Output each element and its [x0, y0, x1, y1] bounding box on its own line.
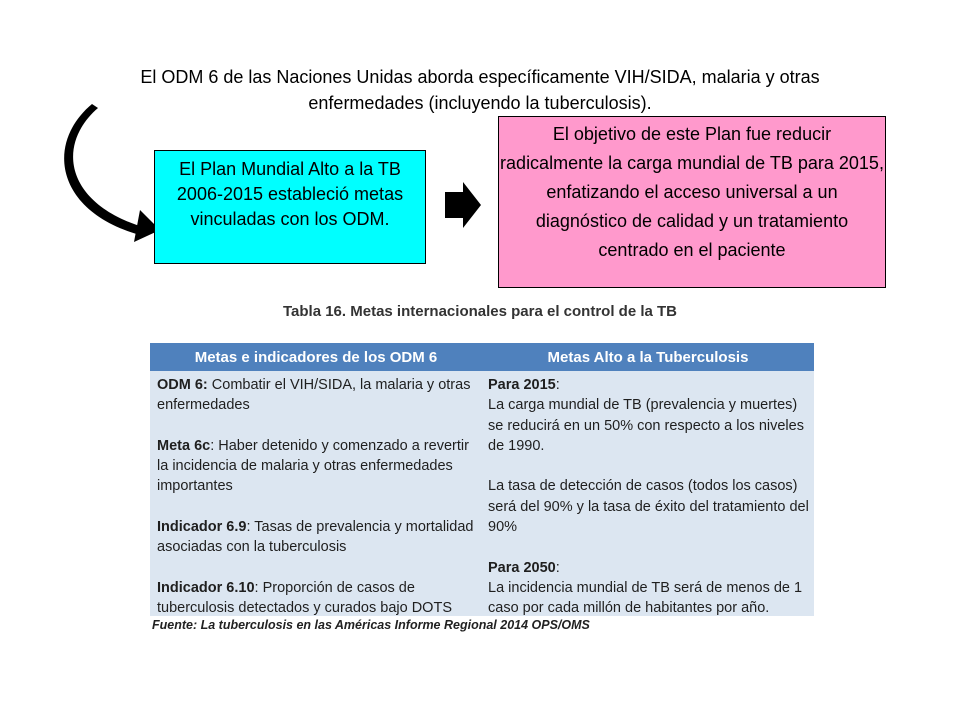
heading-line-2: enfermedades (incluyendo la tuberculosis). — [308, 93, 652, 113]
right-arrow-icon — [443, 180, 483, 230]
heading — [40, 64, 920, 116]
cell-text: La tasa de detección de casos (todos los casos) será del 90% y la tasa de éxito del tratamiento del 90% — [488, 478, 809, 536]
plan-mundial-box: El Plan Mundial Alto a la TB 2006-2015 estableció metas vinculadas con los ODM. — [154, 150, 426, 264]
curved-arrow-icon — [56, 104, 166, 244]
cell-text: : La incidencia mundial de TB será de menos de 1 caso por cada millón de habitantes por año. — [488, 559, 803, 617]
cell-bold-label: Para 2015 — [488, 377, 556, 393]
table-cell-paragraph — [157, 375, 482, 416]
odm-column — [150, 371, 482, 619]
cell-bold-label: Para 2050 — [488, 559, 556, 576]
table-cell-paragraph — [157, 436, 482, 497]
cell-bold-label: ODM 6: — [157, 377, 208, 393]
heading-line-1: El ODM 6 de las Naciones Unidas aborda específicamente VIH/SIDA, malaria y otras — [140, 67, 820, 87]
cell-bold-label: Indicador 6.10 — [157, 579, 255, 596]
cell-bold-label: Meta 6c — [157, 437, 211, 454]
metas-table — [150, 343, 814, 616]
cell-text: : La carga mundial de TB (prevalencia y muertes) se reducirá en un 50% con respecto a los niveles de 1990. — [488, 377, 804, 454]
table-header — [150, 343, 814, 371]
cell-text: : Tasas de prevalencia y mortalidad asociadas con la tuberculosis — [157, 519, 474, 556]
cell-text: : Haber detenido y comenzado a revertir la incidencia de malaria y otras enfermedades importantes — [157, 437, 469, 495]
alto-tb-column — [482, 371, 814, 619]
table-cell-paragraph — [157, 578, 482, 619]
table-cell-paragraph — [488, 476, 814, 537]
cell-text: : Proporción de casos de tuberculosis detectados y curados bajo DOTS — [157, 579, 452, 617]
table-title: Tabla 16. Metas internacionales para el control de la TB — [282, 303, 677, 320]
cell-text: Combatir el VIH/SIDA, la malaria y otras enfermedades — [157, 377, 471, 414]
table-cell-paragraph — [488, 375, 814, 456]
table-cell-paragraph — [488, 558, 814, 619]
objetivo-box: El objetivo de este Plan fue reducir radicalmente la carga mundial de TB para 2015, enfatizando el acceso universal a un diagnóstico de calidad y un tratamiento centrado en el paciente — [498, 116, 886, 288]
header-alto-tb: Metas Alto a la Tuberculosis — [547, 348, 749, 366]
cell-bold-label: Indicador 6.9 — [157, 519, 247, 536]
table-cell-paragraph — [157, 517, 482, 558]
header-odm: Metas e indicadores de los ODM 6 — [194, 348, 438, 366]
source-note: Fuente: La tuberculosis en las Américas Informe Regional 2014 OPS/OMS — [152, 618, 590, 632]
table-body — [150, 371, 814, 619]
